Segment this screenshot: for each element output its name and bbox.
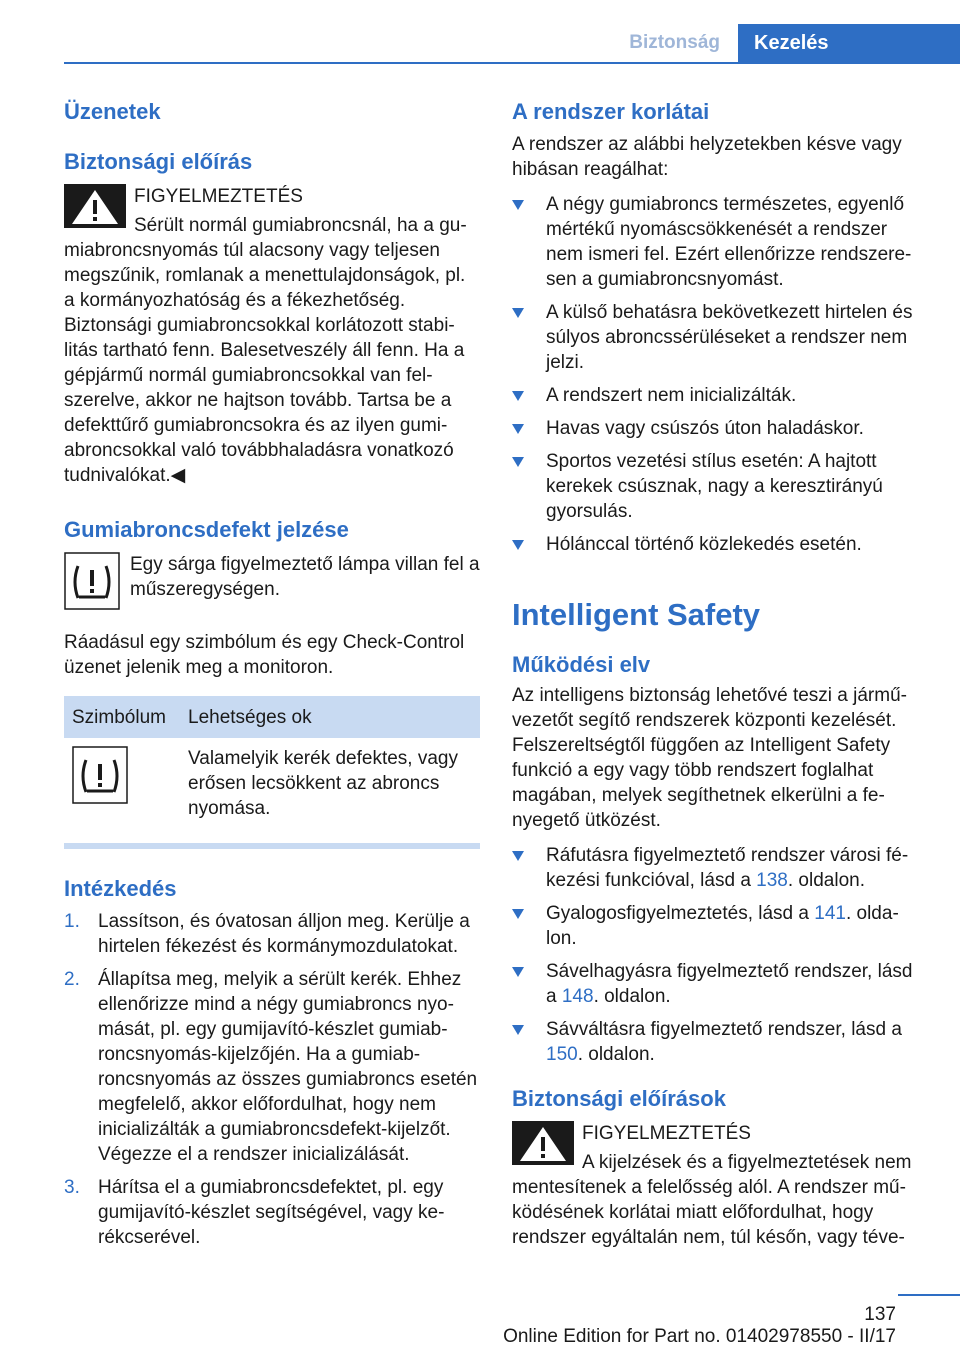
warning-triangle-icon	[512, 1121, 574, 1165]
table-header-symbol: Szimbólum	[64, 696, 180, 738]
list-item: 2. Állapítsa meg, melyik a sérült kerék. Ehhez ellenőrizze mind a négy gumiabroncs nyomását, pl. egy gumijavító-készlet gumiabroncsnyomás-kijelzőjén. Ha a gumiabroncsnyomás az összes gumiabroncs esetén megfelelő, akkor előfordulhat, hogy nem inicializálták a gumiabroncsdefekt-kijelzőt. Végezze el a rendszer inicializálását.	[64, 969, 478, 1165]
list-item: A négy gumiabroncs természetes, egyenlő mértékű nyomáscsökkenését a rendszer nem ismeri fel. Ezért ellenőrizze rendszeresen a gumiabroncsnyomást.	[512, 192, 922, 292]
page-link[interactable]: 148	[561, 986, 594, 1007]
refs-list	[512, 843, 922, 1067]
list-item: A rendszert nem inicializálták.	[512, 383, 922, 408]
list-item: Havas vagy csúszós úton haladáskor.	[512, 416, 922, 441]
header-section: Biztonság	[629, 32, 720, 53]
table-bottom-rule	[64, 843, 480, 849]
list-item: Sávelhagyásra figyelmeztető rendszer, lásd a 148. oldalon.	[512, 959, 922, 1009]
list-item: Ráfutásra figyelmeztető rendszer városi fékezési funkcióval, lásd a 138. oldalon.	[512, 843, 922, 893]
warning-block	[512, 1121, 922, 1250]
heading-uzenetek: Üzenetek	[64, 99, 161, 124]
heading-intezkedes: Intézkedés	[64, 876, 177, 901]
bullet-triangle-icon	[512, 967, 524, 977]
bullet-triangle-icon	[512, 391, 524, 401]
warning-title: FIGYELMEZTETÉS	[582, 1123, 751, 1144]
bullet-triangle-icon	[512, 424, 524, 434]
heading-biztonsagi: Biztonsági előírás	[64, 149, 253, 174]
steps-list	[64, 909, 480, 1250]
list-item: Sávváltásra figyelmeztető rendszer, lásd a 150. oldalon.	[512, 1017, 922, 1067]
footer-rule	[898, 1294, 960, 1296]
warning-text: A kijelzések és a figyelmeztetések nem mentesítenek a felelősség alól. A rendszer működésének korlátai miatt előfordulhat, hogy rendszer egyáltalán nem, túl későn, vagy téve-	[512, 1152, 912, 1248]
heading-korlatai: A rendszer korlátai	[512, 99, 710, 124]
warning-text: Sérült normál gumiabroncsnál, ha a gumiabroncsnyomás túl alacsony vagy teljesen megszűnik, romlanak a menettulajdonságok, pl. a kormányozhatóság és a fékezhetőség. Biztonsági gumiabroncsokkal korlátozott stabilitás tartható fenn. Balesetveszély áll fenn. Ha a gépjármű normál gumiabroncsokkal van felszerelve, akkor ne hajtson tovább. Tartsa be a defekttűrő gumiabroncsokra és az ilyen gumiabroncsokkal való továbbhaladásra vonatkozó tudnivalókat.◀	[64, 215, 467, 486]
bullet-triangle-icon	[512, 308, 524, 318]
bullet-triangle-icon	[512, 851, 524, 861]
korlat-intro: A rendszer az alábbi helyzetekben késve vagy hibásan reagálhat:	[512, 134, 902, 180]
bullet-triangle-icon	[512, 1025, 524, 1035]
edition-text: Online Edition for Part no. 01402978550 - II/17	[503, 1326, 896, 1347]
page-link[interactable]: 150	[546, 1044, 578, 1065]
page-number: 137	[864, 1304, 896, 1325]
page-link[interactable]: 138	[756, 870, 788, 891]
korlat-list	[512, 192, 922, 557]
lamp-text: Egy sárga figyelmeztető lámpa villan fel a műszeregységen.	[130, 554, 480, 600]
table-header-cause: Lehetséges ok	[180, 696, 480, 738]
extra-text: Ráadásul egy szimbólum és egy Check-Control üzenet jelenik meg a monitoron.	[64, 632, 465, 678]
symbol-table	[64, 696, 480, 829]
heading-defekt: Gumiabroncsdefekt jelzése	[64, 517, 349, 542]
header-rule	[64, 62, 960, 64]
header-chapter: Kezelés	[738, 24, 960, 62]
warning-block	[64, 184, 480, 488]
mukodes-text: Az intelligens biztonság lehetővé teszi a járművezetőt segítő rendszerek központi kezelését. Felszereltségtől függően az Intelligent Safety funkció a egy vagy több rendszert foglalhat magában, melyek segíthetnek elkerülni a fenyegető ütközést.	[512, 685, 907, 831]
list-item: A külső behatásra bekövetkezett hirtelen és súlyos abroncssérüléseket a rendszer nem jelzi.	[512, 300, 922, 375]
bullet-triangle-icon	[512, 200, 524, 210]
heading-biztonsagi-eloirasok: Biztonsági előírások	[512, 1086, 726, 1111]
right-column	[512, 98, 922, 1250]
page-link[interactable]: 141	[814, 903, 846, 924]
table-cell-cause: Valamelyik kerék defektes, vagy erősen lecsökkent az abroncs nyomása.	[188, 748, 458, 819]
bullet-triangle-icon	[512, 540, 524, 550]
page-header	[600, 24, 960, 62]
heading-mukodesi-elv: Működési elv	[512, 652, 651, 677]
bullet-triangle-icon	[512, 457, 524, 467]
lamp-block	[64, 552, 480, 614]
tire-pressure-icon	[72, 746, 128, 804]
warning-title: FIGYELMEZTETÉS	[134, 186, 303, 207]
list-item: 3. Hárítsa el a gumiabroncsdefektet, pl. egy gumijavító-készlet segítségével, vagy kerékcserével.	[64, 1177, 445, 1248]
page-footer	[0, 1294, 960, 1347]
bullet-triangle-icon	[512, 909, 524, 919]
tire-pressure-icon	[64, 552, 120, 610]
list-item: 1. Lassítson, és óvatosan álljon meg. Kerülje a hirtelen fékezést és kormánymozdulatokat.	[64, 911, 470, 957]
heading-intelligent-safety: Intelligent Safety	[512, 597, 761, 632]
list-item: Hólánccal történő közlekedés esetén.	[512, 532, 922, 557]
left-column	[64, 98, 480, 1258]
list-item: Sportos vezetési stílus esetén: A hajtott kerekek csúsznak, nagy a keresztirányú gyorsulás.	[512, 449, 922, 524]
list-item: Gyalogosfigyelmeztetés, lásd a 141. oldalon.	[512, 901, 922, 951]
warning-triangle-icon	[64, 184, 126, 228]
table-cell-symbol	[64, 738, 180, 829]
